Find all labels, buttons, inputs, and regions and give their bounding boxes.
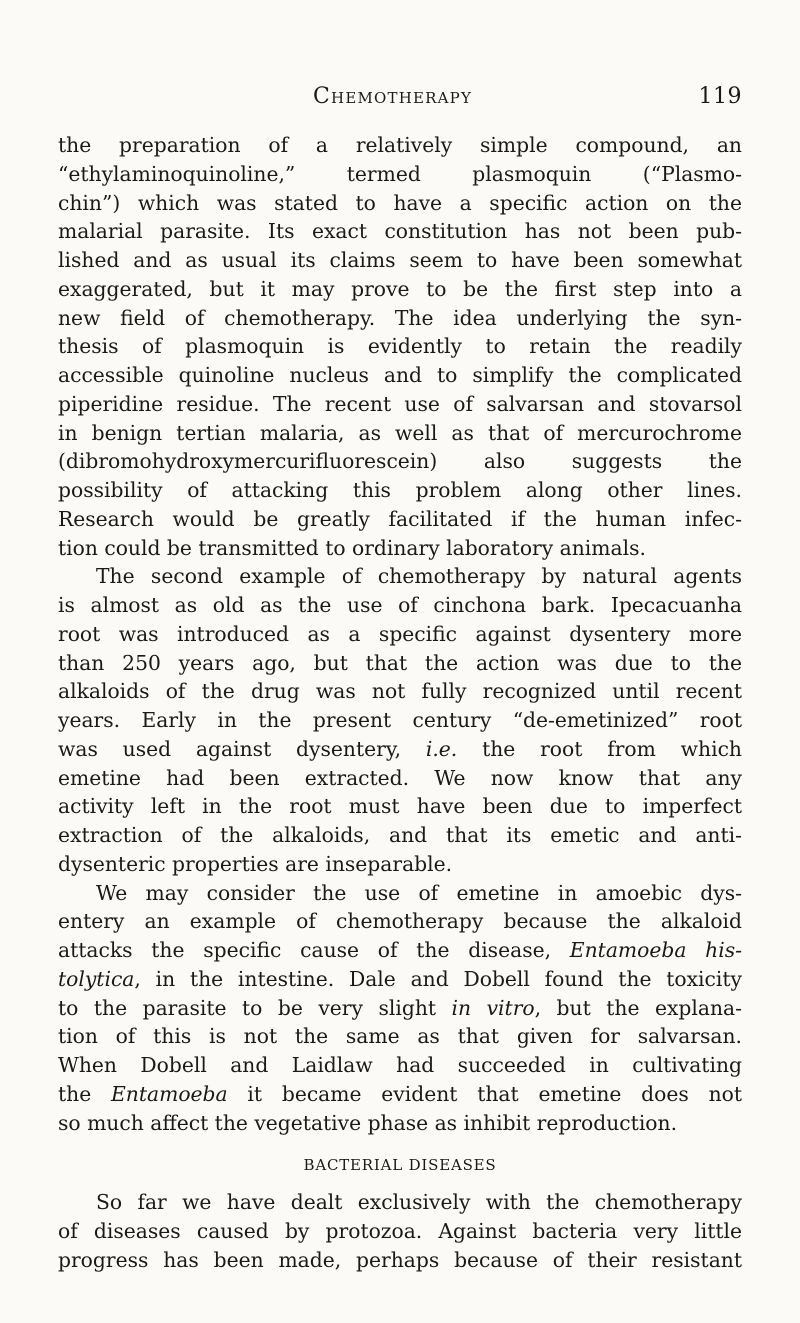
text-run: , in the intestine. Dale and Dobell found the toxicity xyxy=(134,966,742,991)
text-line xyxy=(58,1080,742,1109)
text-line: emetine had been extracted. We now know that any xyxy=(58,765,742,790)
running-head xyxy=(58,84,742,124)
section-heading: BACTERIAL DISEASES xyxy=(303,1156,497,1175)
text-line: We may consider the use of emetine in amoebic dys- xyxy=(96,880,742,905)
text-run: attacks the specific cause of the disease, xyxy=(58,938,570,962)
running-title: Chemotherapy xyxy=(313,84,473,109)
text-line: so much affect the vegetative phase as inhibit reproduction. xyxy=(58,1110,678,1135)
text-run: , but the explana- xyxy=(534,995,742,1020)
text-line: years. Early in the present century “de-emetinized” root xyxy=(58,708,742,732)
text-line: is almost as old as the use of cinchona bark. Ipecacuanha xyxy=(58,593,742,617)
text-line: entery an example of chemotherapy because the alkaloid xyxy=(58,909,742,934)
text-run: the xyxy=(58,1081,111,1106)
text-line: piperidine residue. The recent use of salvarsan and stovarsol xyxy=(58,391,742,416)
text-line xyxy=(58,994,742,1023)
italic-term: tolytica xyxy=(58,966,135,991)
text-run: the root from which xyxy=(457,736,742,761)
text-line: root was introduced as a specific against dysentery more xyxy=(58,621,742,646)
text-line: dysenteric properties are inseparable. xyxy=(58,851,453,876)
text-line: thesis of plasmoquin is evidently to retain the readily xyxy=(58,334,742,359)
text-line: tion of this is not the same as that given for salvarsan. xyxy=(58,1024,742,1049)
text-line: When Dobell and Laidlaw had succeeded in cultivating xyxy=(58,1053,742,1077)
text-line: tion could be transmitted to ordinary laboratory animals. xyxy=(58,535,646,560)
page-number: 119 xyxy=(698,84,742,109)
italic-term: Entamoeba xyxy=(111,1081,228,1106)
text-line xyxy=(58,735,742,764)
text-line: the preparation of a relatively simple compound, an xyxy=(58,133,742,157)
text-line: than 250 years ago, but that the action was due to the xyxy=(58,650,742,675)
text-run: to the parasite to be very slight xyxy=(58,995,452,1020)
text-line: Research would be greatly facilitated if the human infec- xyxy=(58,506,742,531)
paragraph-malaria xyxy=(58,131,742,562)
text-run: it became evident that emetine does not xyxy=(227,1081,742,1106)
text-line: new field of chemotherapy. The idea underlying the syn- xyxy=(58,305,742,330)
paragraph-bacterial xyxy=(58,1188,742,1274)
text-line: of diseases caused by protozoa. Against bacteria very little xyxy=(58,1218,742,1243)
paragraph-ipecacuanha xyxy=(58,562,742,878)
text-line: “ethylaminoquinoline,” termed plasmoquin (“Plasmo- xyxy=(58,161,742,186)
italic-term: i.e. xyxy=(425,736,458,761)
body-text xyxy=(58,131,742,1274)
text-line: chin”) which was stated to have a specific action on the xyxy=(58,190,742,215)
text-line: extraction of the alkaloids, and that its emetic and anti- xyxy=(58,823,742,847)
text-line: (dibromohydroxymercurifluorescein) also suggests the xyxy=(58,449,742,474)
text-line: So far we have dealt exclusively with the chemotherapy xyxy=(96,1190,742,1214)
text-line: in benign tertian malaria, as well as that of mercurochrome xyxy=(58,420,742,445)
text-line xyxy=(58,936,742,965)
italic-term: in vitro xyxy=(451,995,535,1020)
text-line: accessible quinoline nucleus and to simplify the complicated xyxy=(58,363,742,387)
text-run: was used against dysentery, xyxy=(58,736,426,761)
text-line xyxy=(58,965,742,994)
text-line: lished and as usual its claims seem to have been somewhat xyxy=(58,248,742,272)
text-line: progress has been made, perhaps because of their resistant xyxy=(58,1247,742,1272)
text-line: alkaloids of the drug was not fully recognized until recent xyxy=(58,679,742,704)
paragraph-emetine xyxy=(58,879,742,1138)
text-line: activity left in the root must have been due to imperfect xyxy=(58,794,742,819)
text-line: malarial parasite. Its exact constitution has not been pub- xyxy=(58,219,742,244)
italic-term: Entamoeba his- xyxy=(569,938,742,962)
text-line: The second example of chemotherapy by natural agents xyxy=(96,564,742,589)
text-line: possibility of attacking this problem along other lines. xyxy=(58,478,742,502)
text-line: exaggerated, but it may prove to be the first step into a xyxy=(58,276,742,301)
